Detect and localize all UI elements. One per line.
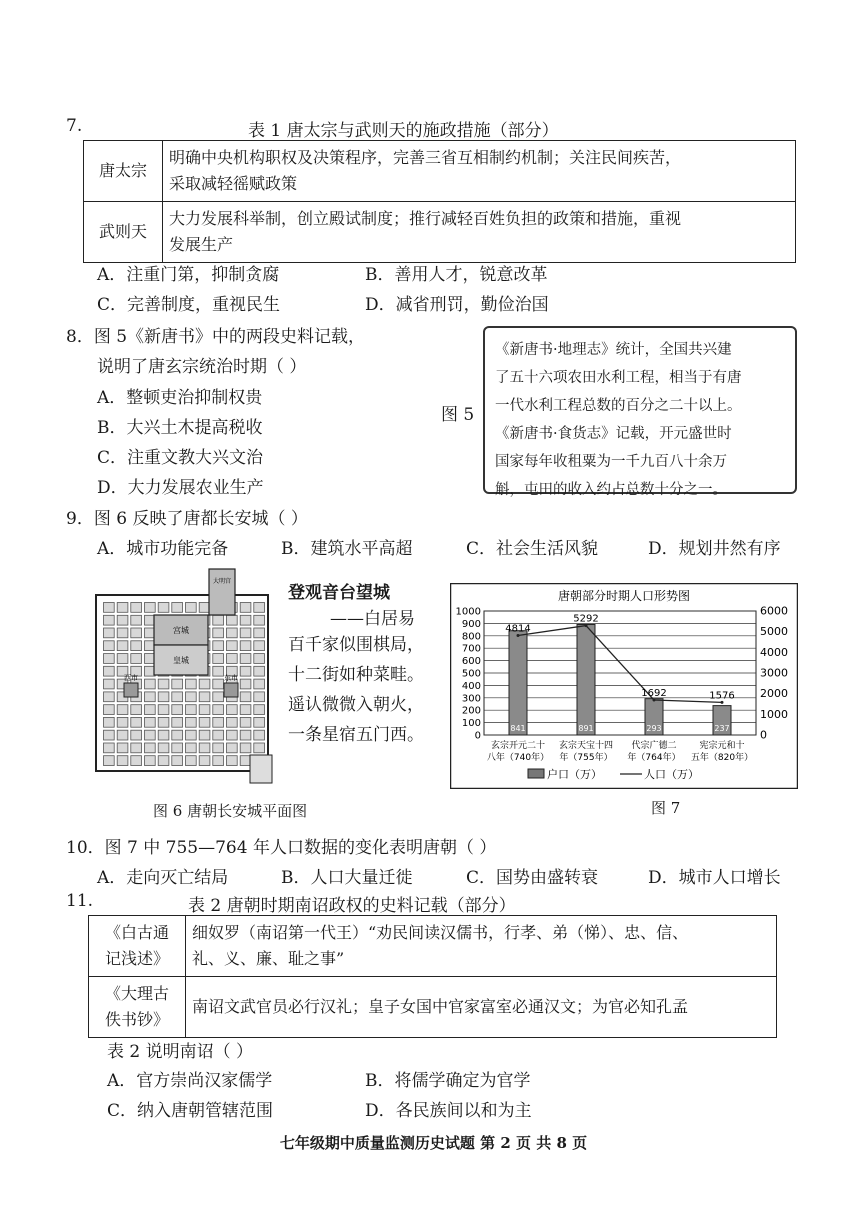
- right-axis-tick: 4000: [760, 645, 788, 659]
- map-block: [240, 717, 251, 727]
- map-block: [254, 628, 265, 638]
- q10-option-a[interactable]: A．走向灭亡结局: [97, 868, 229, 888]
- legend-households: 户口（万）: [547, 768, 602, 781]
- q8-stem-line2: 说明了唐玄宗统治时期（ ）: [97, 357, 307, 377]
- map-block: [104, 679, 115, 689]
- east-market: [224, 683, 238, 697]
- map-block: [104, 717, 115, 727]
- map-block: [186, 730, 197, 740]
- map-block: [186, 692, 197, 702]
- table-head-line: 佚书钞》: [104, 1010, 169, 1029]
- map-block: [172, 743, 183, 753]
- map-block: [213, 641, 224, 651]
- q9-option-c[interactable]: C．社会生活风貌: [466, 539, 599, 559]
- map-block: [199, 692, 210, 702]
- table-row: [89, 916, 777, 977]
- map-block: [227, 705, 238, 715]
- map-block: [158, 717, 169, 727]
- map-block: [227, 615, 238, 625]
- q7-option-b[interactable]: B．善用人才，锐意改革: [365, 265, 548, 285]
- population-value-label: 1692: [641, 688, 667, 700]
- scroll-line: 《新唐书·地理志》统计，全国共兴建: [495, 342, 732, 358]
- left-axis-tick: 0: [474, 730, 481, 742]
- map-block: [117, 730, 128, 740]
- table-2: [88, 915, 777, 1038]
- map-block: [117, 756, 128, 766]
- table-2-title: 表 2 唐朝时期南诏政权的史料记载（部分）: [188, 896, 516, 916]
- map-block: [145, 730, 156, 740]
- table-line: 礼、义、廉、耻之事”: [192, 949, 345, 968]
- bar: [509, 631, 527, 735]
- map-block: [240, 615, 251, 625]
- map-block: [158, 743, 169, 753]
- q10-option-c[interactable]: C．国势由盛转衰: [466, 868, 599, 888]
- map-block: [172, 730, 183, 740]
- map-block: [172, 603, 183, 613]
- q11-option-c[interactable]: C．纳入唐朝管辖范围: [107, 1101, 274, 1121]
- map-block: [240, 756, 251, 766]
- map-block: [254, 641, 265, 651]
- map-block: [254, 679, 265, 689]
- category-label: 玄宗天宝十四: [558, 741, 614, 751]
- map-block: [227, 717, 238, 727]
- table-row: [84, 141, 796, 202]
- legend-population: 人口（万）: [644, 768, 699, 781]
- table-row-head: [89, 916, 186, 977]
- q11-option-b[interactable]: B．将儒学确定为官学: [365, 1071, 531, 1091]
- map-block: [240, 603, 251, 613]
- category-label: 玄宗开元二十: [490, 741, 546, 751]
- map-block: [104, 743, 115, 753]
- q9-option-a[interactable]: A．城市功能完备: [97, 539, 229, 559]
- population-value-label: 1576: [709, 690, 735, 702]
- map-label: 东市: [224, 674, 238, 682]
- map-block: [240, 641, 251, 651]
- west-market: [124, 683, 138, 697]
- map-block: [213, 743, 224, 753]
- map-block: [213, 705, 224, 715]
- map-block: [186, 679, 197, 689]
- q10-option-b[interactable]: B．人口大量迁徙: [281, 868, 413, 888]
- q10-option-d[interactable]: D．城市人口增长: [648, 868, 781, 888]
- bar-value-label: 237: [714, 724, 730, 733]
- map-block: [117, 743, 128, 753]
- left-axis-tick: 200: [461, 705, 481, 717]
- table-row-content: [186, 977, 777, 1038]
- map-block: [199, 603, 210, 613]
- q11-option-a[interactable]: A．官方崇尚汉家儒学: [107, 1071, 273, 1091]
- map-block: [254, 705, 265, 715]
- map-block: [254, 615, 265, 625]
- table-row: [84, 202, 796, 263]
- table-row-content: [163, 141, 796, 202]
- scroll-line: 国家每年收租粟为一千九百八十余万: [495, 454, 727, 470]
- map-block: [199, 717, 210, 727]
- q8-option-d[interactable]: D．大力发展农业生产: [97, 478, 264, 498]
- map-block: [131, 756, 142, 766]
- table-row-head: 唐太宗: [84, 141, 163, 202]
- map-block: [131, 717, 142, 727]
- map-block: [172, 756, 183, 766]
- right-axis-tick: 5000: [760, 625, 788, 639]
- map-block: [172, 679, 183, 689]
- left-axis-tick: 1000: [455, 606, 481, 618]
- map-block: [240, 743, 251, 753]
- map-block: [117, 641, 128, 651]
- map-block: [240, 628, 251, 638]
- map-block: [131, 730, 142, 740]
- left-axis-tick: 500: [461, 668, 481, 680]
- scroll-line: 一代水利工程总数的百分之二十以上。: [495, 398, 742, 414]
- table-row-content: [186, 916, 777, 977]
- map-block: [158, 679, 169, 689]
- map-block: [213, 654, 224, 664]
- figure-5-label: 图 5: [441, 405, 475, 425]
- q9-option-d[interactable]: D．规划井然有序: [648, 539, 781, 559]
- question-7-number: 7.: [66, 116, 83, 136]
- q7-option-c[interactable]: C．完善制度，重视民生: [97, 295, 281, 315]
- map-block: [240, 692, 251, 702]
- map-block: [117, 628, 128, 638]
- map-block: [213, 679, 224, 689]
- page-footer: 七年级期中质量监测历史试题 第 2 页 共 8 页: [279, 1134, 588, 1152]
- left-axis-tick: 600: [461, 656, 481, 668]
- daming-palace: [209, 569, 235, 615]
- map-block: [131, 603, 142, 613]
- population-value-label: 4814: [505, 623, 531, 635]
- legend-swatch-households: [528, 769, 544, 778]
- changan-city-map: [94, 565, 276, 790]
- left-axis-tick: 800: [461, 631, 481, 643]
- map-block: [117, 603, 128, 613]
- table-line: 大力发展科举制，创立殿试制度；推行减轻百姓负担的政策和措施，重视: [169, 209, 682, 228]
- q8-stem-line1: 8．图 5《新唐书》中的两段史料记载，: [66, 327, 366, 347]
- q7-option-d[interactable]: D．减省刑罚，勤俭治国: [365, 295, 549, 315]
- table-line: 采取减轻徭赋政策: [169, 174, 298, 193]
- map-block: [117, 615, 128, 625]
- map-block: [131, 628, 142, 638]
- map-block: [117, 705, 128, 715]
- right-axis-tick: 6000: [760, 604, 788, 618]
- map-block: [254, 692, 265, 702]
- map-block: [240, 705, 251, 715]
- map-block: [117, 654, 128, 664]
- map-block: [104, 603, 115, 613]
- map-block: [131, 615, 142, 625]
- map-block: [104, 615, 115, 625]
- left-axis-tick: 700: [461, 643, 481, 655]
- map-label: 宫城: [173, 626, 189, 635]
- q11-stem: 表 2 说明南诏（ ）: [107, 1042, 254, 1062]
- map-block: [213, 717, 224, 727]
- map-block: [158, 730, 169, 740]
- map-block: [227, 641, 238, 651]
- map-block: [104, 641, 115, 651]
- poem-body: [288, 630, 424, 750]
- map-block: [158, 756, 169, 766]
- q8-option-c[interactable]: C．注重文教大兴文治: [97, 448, 264, 468]
- map-block: [254, 654, 265, 664]
- question-11-number: 11.: [66, 891, 94, 911]
- map-block: [172, 717, 183, 727]
- table-line: 明确中央机构职权及决策程序，完善三省互相制约机制；关注民间疾苦，: [169, 148, 682, 167]
- category-label: 代宗广德二: [631, 741, 677, 751]
- q10-stem: 10．图 7 中 755—764 年人口数据的变化表明唐朝（ ）: [66, 838, 497, 858]
- map-label: 西市: [124, 674, 138, 682]
- figure-7-caption: 图 7: [651, 799, 681, 817]
- map-block: [172, 692, 183, 702]
- category-label: 宪宗元和十: [699, 741, 745, 751]
- q9-stem: 9．图 6 反映了唐都长安城（ ）: [66, 509, 308, 529]
- map-block: [213, 666, 224, 676]
- map-block: [104, 756, 115, 766]
- table-head-line: 记浅述》: [104, 949, 169, 968]
- table-line: 南诏文武官员必行汉礼；皇子女国中官家富室必通汉文；为官必知孔孟: [192, 997, 689, 1016]
- q8-option-b[interactable]: B．大兴土木提高税收: [97, 418, 263, 438]
- figure-5-scroll: [483, 326, 797, 498]
- map-block: [158, 603, 169, 613]
- scroll-line: 了五十六项农田水利工程，相当于有唐: [495, 370, 742, 386]
- q8-option-a[interactable]: A．整顿吏治抑制权贵: [97, 388, 263, 408]
- category-label: 年（764年）: [627, 753, 681, 763]
- table-row-head: 武则天: [84, 202, 163, 263]
- map-block: [104, 692, 115, 702]
- map-block: [104, 705, 115, 715]
- table-line: 细奴罗（南诏第一代王）“劝民间读汉儒书，行孝、弟（悌）、忠、信、: [192, 923, 689, 942]
- map-block: [186, 717, 197, 727]
- map-block: [117, 717, 128, 727]
- map-label: 大明宫: [212, 578, 232, 585]
- map-block: [213, 628, 224, 638]
- left-axis-tick: 400: [461, 680, 481, 692]
- map-block: [199, 730, 210, 740]
- map-block: [240, 666, 251, 676]
- map-block: [158, 692, 169, 702]
- table-line: 发展生产: [169, 235, 234, 254]
- map-block: [104, 730, 115, 740]
- table-1-title: 表 1 唐太宗与武则天的施政措施（部分）: [248, 121, 559, 141]
- map-block: [240, 654, 251, 664]
- table-head-line: 《大理古: [104, 984, 169, 1003]
- poem-title: 登观音台望城: [288, 583, 390, 603]
- map-block: [254, 743, 265, 753]
- map-label: 皇城: [173, 656, 189, 665]
- population-chart: [450, 583, 798, 789]
- map-block: [240, 679, 251, 689]
- table-head-line: 《白古通: [104, 923, 169, 942]
- right-axis-tick: 0: [760, 728, 767, 742]
- left-axis-tick: 300: [461, 693, 481, 705]
- map-block: [199, 705, 210, 715]
- map-block: [213, 756, 224, 766]
- category-label: 五年（820年）: [690, 753, 754, 763]
- map-block: [131, 705, 142, 715]
- poem-line: 十二街如种菜畦。: [288, 665, 424, 685]
- map-block: [227, 628, 238, 638]
- map-block: [131, 743, 142, 753]
- figure-6-caption: 图 6 唐朝长安城平面图: [153, 802, 308, 820]
- bar-value-label: 891: [578, 724, 594, 733]
- map-block: [213, 730, 224, 740]
- map-block: [158, 705, 169, 715]
- map-block: [227, 730, 238, 740]
- map-block: [254, 717, 265, 727]
- furong-garden: [250, 755, 272, 783]
- poem-line: 一条星宿五门西。: [288, 725, 424, 745]
- map-block: [131, 654, 142, 664]
- map-block: [227, 743, 238, 753]
- map-block: [145, 756, 156, 766]
- map-block: [104, 654, 115, 664]
- bar-value-label: 293: [646, 724, 662, 733]
- table-row: [89, 977, 777, 1038]
- poem-line: 遥认微微入朝火，: [288, 695, 424, 715]
- map-block: [172, 705, 183, 715]
- right-axis-tick: 2000: [760, 687, 788, 701]
- map-block: [131, 641, 142, 651]
- table-row-content: [163, 202, 796, 263]
- chart-title: 唐朝部分时期人口形势图: [557, 589, 691, 603]
- map-block: [145, 692, 156, 702]
- map-block: [186, 603, 197, 613]
- map-block: [199, 743, 210, 753]
- q7-option-a[interactable]: A．注重门第，抑制贪腐: [97, 265, 280, 285]
- q9-option-b[interactable]: B．建筑水平高超: [281, 539, 413, 559]
- right-axis-tick: 1000: [760, 707, 788, 721]
- poem-author: ——白居易: [330, 609, 415, 629]
- scroll-line: 斛，屯田的收入约占总数十分之一。: [495, 482, 727, 498]
- table-1: [83, 140, 796, 263]
- map-block: [186, 743, 197, 753]
- map-block: [199, 679, 210, 689]
- bar-value-label: 841: [510, 724, 526, 733]
- population-value-label: 5292: [573, 613, 599, 625]
- map-block: [186, 756, 197, 766]
- bar: [577, 625, 595, 735]
- map-block: [213, 615, 224, 625]
- map-block: [227, 654, 238, 664]
- category-label: 年（755年）: [559, 753, 613, 763]
- scroll-line: 《新唐书·食货志》记载，开元盛世时: [495, 426, 732, 442]
- map-block: [186, 705, 197, 715]
- category-label: 八年（740年）: [486, 753, 550, 763]
- map-block: [145, 603, 156, 613]
- map-block: [240, 730, 251, 740]
- map-block: [145, 705, 156, 715]
- map-block: [145, 743, 156, 753]
- left-axis-tick: 900: [461, 618, 481, 630]
- map-block: [213, 692, 224, 702]
- map-block: [145, 679, 156, 689]
- map-block: [104, 666, 115, 676]
- map-block: [199, 756, 210, 766]
- right-axis-tick: 3000: [760, 666, 788, 680]
- map-block: [254, 666, 265, 676]
- map-block: [227, 756, 238, 766]
- map-block: [104, 628, 115, 638]
- q11-option-d[interactable]: D．各民族间以和为主: [365, 1101, 532, 1121]
- map-block: [254, 603, 265, 613]
- map-block: [254, 730, 265, 740]
- left-axis-tick: 100: [461, 718, 481, 730]
- poem-line: 百千家似围棋局，: [288, 635, 424, 655]
- map-block: [145, 717, 156, 727]
- table-row-head: [89, 977, 186, 1038]
